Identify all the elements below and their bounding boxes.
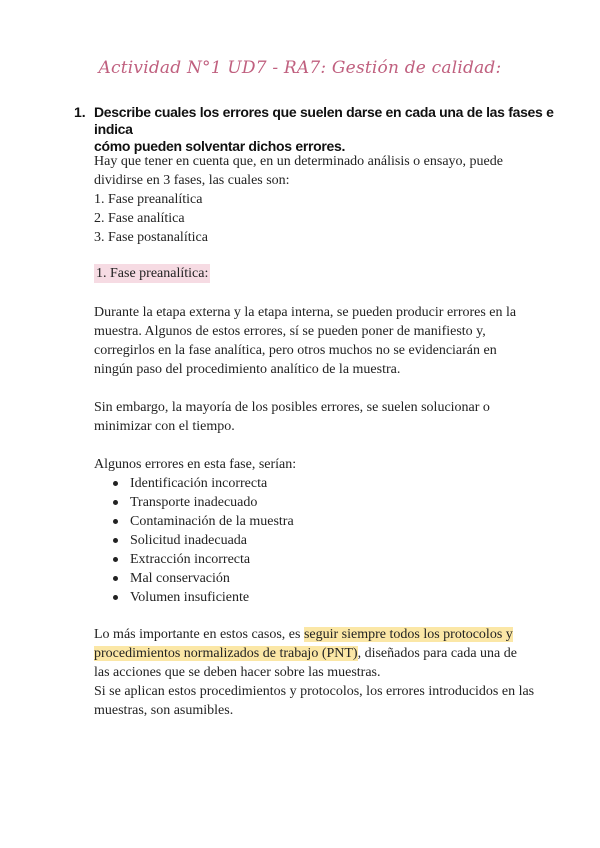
paragraph-line: minimizar con el tiempo. (94, 419, 235, 434)
intro-line: Hay que tener en cuenta que, en un determinado análisis o ensayo, puede (94, 154, 503, 169)
intro-line: dividirse en 3 fases, las cuales son: (94, 173, 290, 188)
intro-block (94, 152, 554, 247)
list-item: Solicitud inadecuada (94, 531, 554, 550)
list-item: Identificación incorrecta (94, 474, 554, 493)
paragraph-1 (94, 303, 554, 379)
bullet-icon (113, 576, 118, 581)
question-line: cómo pueden solventar dichos errores. (94, 138, 346, 154)
conclusion-block (94, 625, 554, 720)
question-number: 1. (74, 104, 86, 120)
conclusion-line: muestras, son asumibles. (94, 703, 234, 718)
question-text (94, 104, 554, 155)
conclusion-line: Si se aplican estos procedimientos y protocolos, los errores introducidos en las (94, 684, 535, 699)
list-item: Extracción incorrecta (94, 550, 554, 569)
bullet-icon (113, 557, 118, 562)
page-title: Actividad N°1 UD7 - RA7: Gestión de calidad: (98, 58, 502, 78)
highlight-text: seguir siempre todos los protocolos y (303, 627, 513, 642)
paragraph-line: muestra. Algunos de estos errores, sí se pueden poner de manifiesto y, (94, 324, 486, 339)
list-item: Transporte inadecuado (94, 493, 554, 512)
bullet-icon (113, 519, 118, 524)
bullet-icon (113, 538, 118, 543)
phase-item: 1. Fase preanalítica (94, 192, 203, 207)
list-item: Contaminación de la muestra (94, 512, 554, 531)
errors-list (94, 474, 554, 607)
section-heading-block (94, 264, 554, 283)
phase-item: 3. Fase postanalítica (94, 230, 208, 245)
conclusion-line: las acciones que se deben hacer sobre las muestras. (94, 665, 381, 680)
conclusion-line: procedimientos normalizados de trabajo (PNT), diseñados para cada una de (94, 646, 517, 661)
bullet-icon (113, 500, 118, 505)
list-item: Volumen insuficiente (94, 588, 554, 607)
paragraph-line: corregirlos en la fase analítica, pero otros muchos no se evidenciarán en (94, 343, 497, 358)
question-line: Describe cuales los errores que suelen darse en cada una de las fases e indica (94, 104, 554, 137)
errors-block (94, 455, 554, 607)
bullet-icon (113, 481, 118, 486)
paragraph-2 (94, 398, 554, 436)
list-item: Mal conservación (94, 569, 554, 588)
conclusion-line: Lo más importante en estos casos, es seguir siempre todos los protocolos y (94, 627, 513, 642)
paragraph-line: Sin embargo, la mayoría de los posibles errores, se suelen solucionar o (94, 400, 490, 415)
section-heading: 1. Fase preanalítica: (96, 266, 209, 281)
bullet-icon (113, 595, 118, 600)
errors-intro: Algunos errores en esta fase, serían: (94, 457, 297, 472)
paragraph-line: ningún paso del procedimiento analítico de la muestra. (94, 362, 401, 377)
highlight-text: procedimientos normalizados de trabajo (PNT) (94, 646, 358, 661)
paragraph-line: Durante la etapa externa y la etapa interna, se pueden producir errores en la (94, 305, 517, 320)
phase-item: 2. Fase analítica (94, 211, 185, 226)
